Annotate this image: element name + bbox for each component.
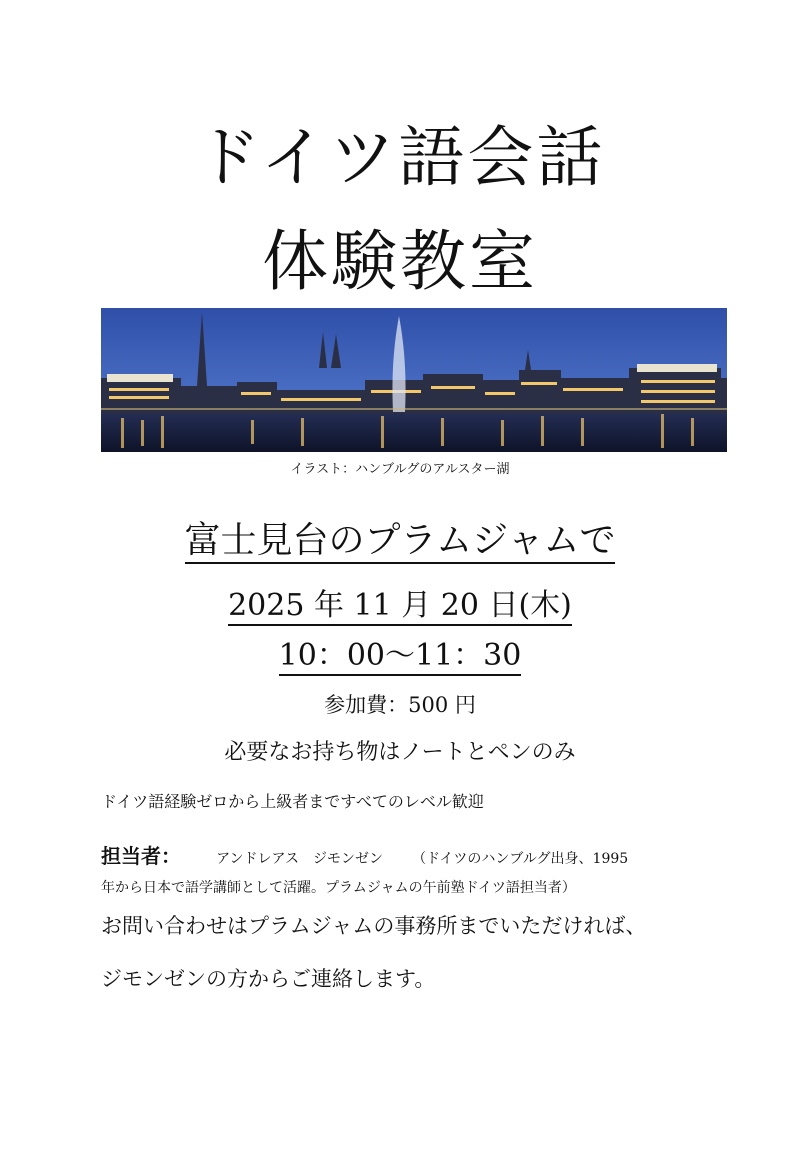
levels-welcome: ドイツ語経験ゼロから上級者まですべてのレベル歓迎 [101,792,484,811]
event-fee: 参加費：500 円 [324,693,476,717]
event-venue-text: 富士見台のプラムジャムで [185,520,616,564]
photo-caption: イラスト：ハンブルグのアルスター湖 [290,462,510,477]
event-date-text: 2025 年 11 月 20 日(木) [228,588,572,626]
contact-line-2: ジモンゼンの方からご連絡します。 [101,967,436,991]
event-venue [0,518,800,564]
teacher-line-1 [101,843,628,872]
teacher-bio-line-2: 年から日本で語学講師として活躍。プラムジャムの午前塾ドイツ語担当者） [101,880,576,896]
items-to-bring: 必要なお持ち物はノートとペンのみ [224,740,576,765]
teacher-label: 担当者： [101,844,181,868]
teacher-name: アンドレアス ジモンゼン [216,851,383,867]
contact-line-1: お問い合わせはプラムジャムの事務所までいただければ、 [101,914,647,938]
teacher-bio-line-1: （ドイツのハンブルグ出身、1995 [412,851,629,867]
title-line-2: 体験教室 [262,223,538,300]
title-line-1: ドイツ語会話 [194,119,606,196]
event-time [0,636,800,676]
event-date [0,586,800,626]
hamburg-alster-photo [101,308,727,452]
event-time-text: 10：00〜11：30 [279,638,522,676]
